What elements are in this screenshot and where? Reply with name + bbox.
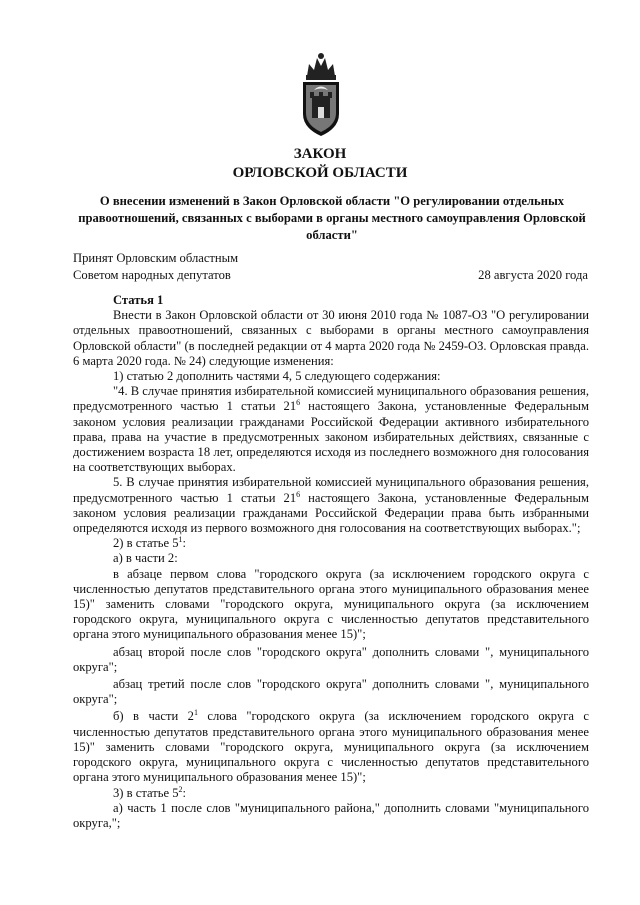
adopted-by	[73, 250, 238, 284]
paragraph-5: 5. В случае принятия избирательной комиссией муниципального образования решения, предусмотренного частью 1 статьи $21^6$ настоящего Закона, установленные Федеральным законом условия реализации гражданами Российской Федерации права быть избранными определяются исходя из первого возможного дня голосования на соответствующих выборах.";	[73, 475, 589, 536]
paragraph-4: "4. В случае принятия избирательной комиссией муниципального образования решения, предусмотренного частью 1 статьи $21^6$ настоящего Закона, установленные Федеральным законом условия реализации гражданами Российской Федерации активного избирательного права, права на участие в предусмотренных законом избирательных действиях, связанные с достижением возраста 18 лет, определяются исходя из последнего возможного дня голосования на соответствующих выборах.	[73, 384, 589, 475]
article-body	[73, 293, 589, 831]
adoption-date: 28 августа 2020 года	[478, 268, 588, 282]
region-title: ОРЛОВСКОЙ ОБЛАСТИ	[232, 165, 408, 181]
item-2a-paragraph-1: в абзаце первом слова "городского округа (за исключением городского округа с численностью депутатов представительного органа этого муниципального образования менее 15)" заменить словами "городского округа, муниципального округа (за исключением городского округа, муниципального округа с численностью депутатов представительного органа этого муниципального образования менее 15)";	[73, 566, 589, 642]
item-2b: б) в части $2^1$ слова "городского округа (за исключением городского округа с численностью депутатов представительного органа этого муниципального образования менее 15)" заменить словами "городского округа, муниципального округа (за исключением городского округа, муниципального округа с численностью депутатов представительного органа этого муниципального образования менее 15)";	[73, 708, 590, 785]
item-2: 2) в статье $5^1$:	[113, 535, 187, 551]
item-3: 3) в статье $5^2$:	[113, 784, 187, 800]
item-1: 1) статью 2 дополнить частями 4, 5 следующего содержания:	[113, 369, 441, 384]
adopted-line-2: Советом народных депутатов	[73, 268, 231, 282]
item-3a: а) часть 1 после слов "муниципального района," дополнить словами "муниципального округа,";	[73, 800, 589, 830]
article-title: Статья 1	[113, 293, 164, 307]
item-2a-paragraph-3: абзац третий после слов "городского округа" дополнить словами ", муниципального округа";	[73, 677, 589, 707]
adopted-line-1: Принят Орловским областным	[73, 251, 239, 265]
item-2a-paragraph-2: абзац второй после слов "городского округа" дополнить словами ", муниципального округа";	[73, 644, 589, 674]
law-title: ЗАКОН	[293, 146, 347, 162]
article-intro: Внести в Закон Орловской области от 30 июня 2010 года № 1087-ОЗ "О регулировании отдельных правоотношений, связанных с выборами в органы местного самоуправления Орловской области" (в последней редакции от 4 марта 2020 года № 2459-ОЗ. Орловская правда. 6 марта 2020 года. № 24) следующие изменения:	[73, 308, 589, 368]
item-2a: а) в части 2:	[113, 551, 178, 566]
law-subject: О внесении изменений в Закон Орловской области "О регулировании отдельных правоотношений, связанных с выборами в органы местного самоуправления Орловской области"	[78, 194, 586, 242]
orel-oblast-coat-of-arms-icon	[297, 50, 345, 138]
